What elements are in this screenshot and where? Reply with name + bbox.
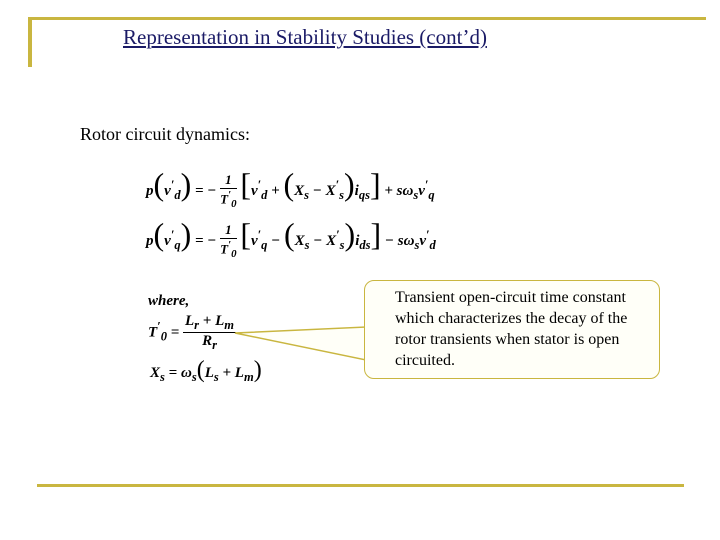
callout-text: Transient open-circuit time constant which characterizes the decay of the rotor transients when stator is open circuited. [395, 289, 628, 369]
fraction-one-over-t0: $\frac{1}{T'_0}$ [220, 171, 237, 210]
equation-t0-definition: $T'_0$ = $\frac{L_r + L_m}{R_r}$ [148, 313, 235, 353]
slide-title: Representation in Stability Studies (cont’d) [123, 25, 487, 49]
fraction-lr-lm-over-rr: $\frac{L_r + L_m}{R_r}$ [185, 313, 235, 353]
slide-subtitle: Rotor circuit dynamics: [80, 124, 250, 144]
where-label: where, [148, 293, 190, 309]
equation-rotor-d: $p(v'_d)$ = − $\frac{1}{T'_0}$ $[v'_d + (X_s - X'_s)i_{qs}] + s\omega_sv'_q$ [146, 166, 435, 210]
callout-box [364, 280, 660, 379]
equation-xs-definition: $X_s = \omega_s(L_s + L_m)$ [150, 357, 262, 384]
equation-rotor-q: $p(v'_q)$ = − $\frac{1}{T'_0}$ $[v'_q - (X_s - X'_s)i_{ds}] - s\omega_sv'_d$ [146, 216, 436, 260]
fraction-one-over-t0: $\frac{1}{T'_0}$ [220, 221, 237, 260]
